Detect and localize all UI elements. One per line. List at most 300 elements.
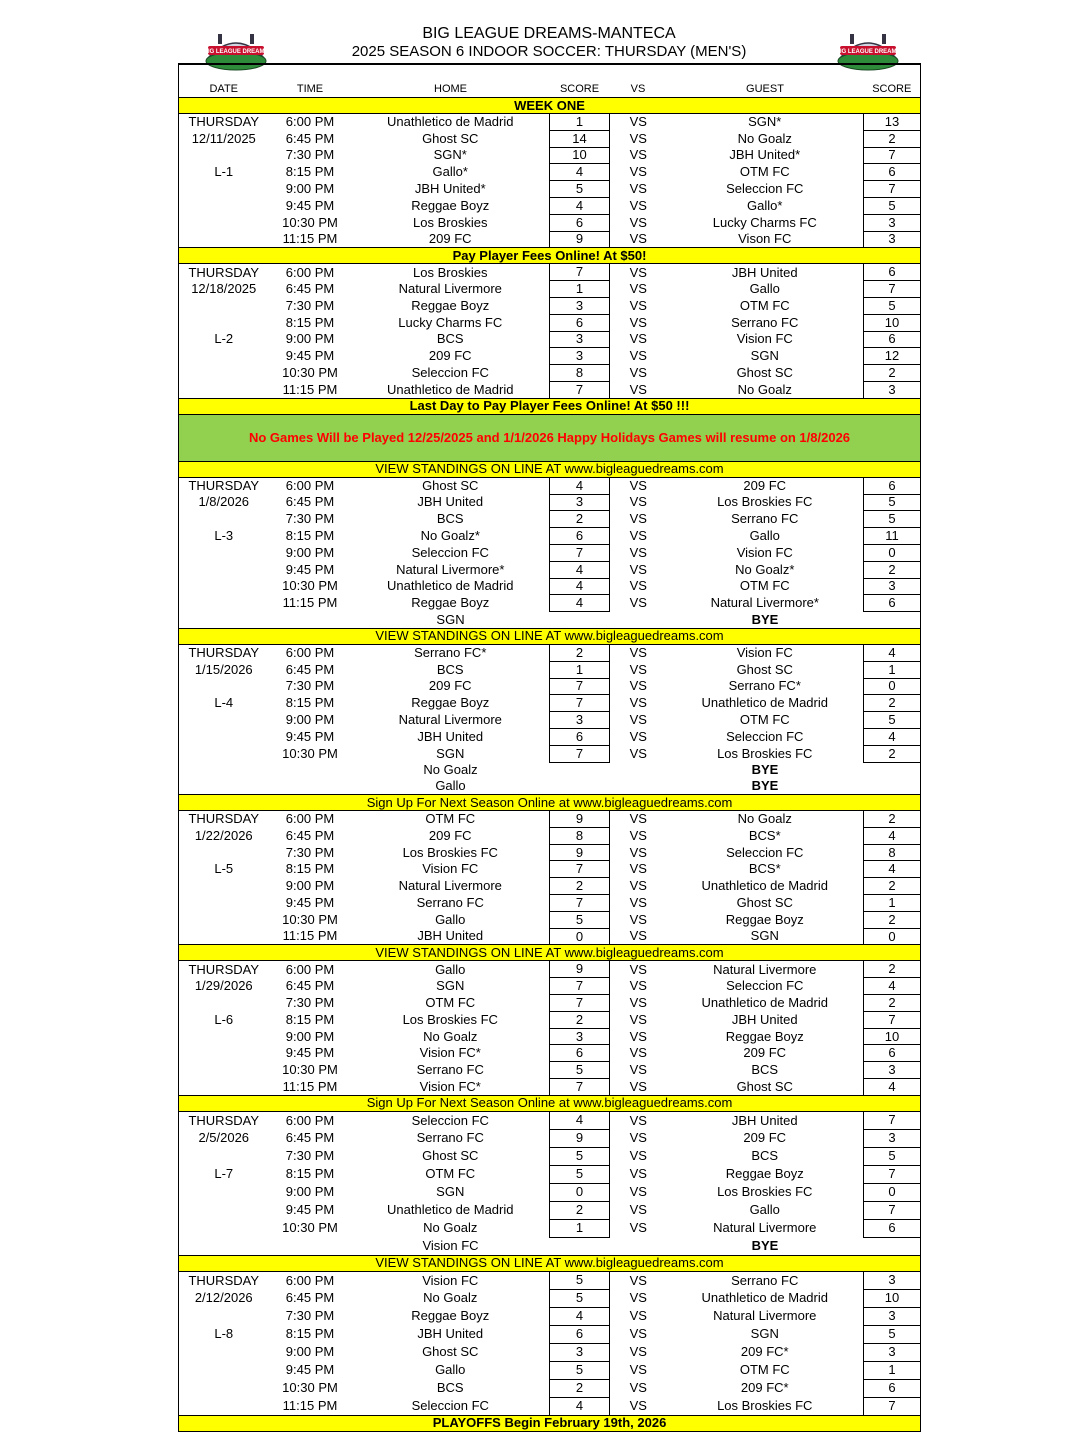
banner-row (179, 98, 921, 114)
home-team: 209 FC (428, 827, 472, 843)
game-time: 10:30 PM (282, 1380, 338, 1396)
vs-label: VS (629, 1326, 647, 1342)
guest-team: Gallo (749, 1202, 780, 1218)
guest-team: BCS* (748, 827, 781, 843)
home-score: 0 (550, 1183, 610, 1201)
guest-score: 3 (864, 1307, 921, 1325)
home-team: Unathletico de Madrid (387, 114, 514, 130)
date-cell (179, 1397, 269, 1415)
holiday-notice-row (179, 414, 921, 461)
date-cell (179, 1379, 269, 1397)
game-row (179, 281, 921, 298)
game-row (179, 644, 921, 661)
home-score: 0 (550, 928, 610, 945)
game-time: 8:15 PM (285, 1166, 335, 1182)
date-cell (179, 214, 269, 231)
guest-score: 6 (864, 264, 921, 281)
bye-label: BYE (751, 762, 779, 778)
game-row (179, 1397, 921, 1415)
bye-label: BYE (751, 1238, 779, 1254)
date-cell (179, 712, 269, 729)
date-cell: L-3 (179, 528, 269, 545)
logo-lettering: BIG LEAGUE DREAMS (203, 49, 269, 55)
game-time: 10:30 PM (282, 365, 338, 381)
home-team: Reggae Boyz (411, 595, 490, 611)
empty-cell (550, 612, 610, 629)
date-cell (179, 895, 269, 912)
guest-team: Unathletico de Madrid (701, 994, 828, 1010)
vs-label: VS (629, 878, 647, 894)
vs-label: VS (629, 1078, 647, 1094)
vs-label: VS (629, 1112, 647, 1128)
guest-team: Ghost SC (736, 365, 793, 381)
guest-team: Vision FC (736, 331, 793, 347)
home-score: 6 (550, 214, 610, 231)
spacer-row (179, 64, 921, 81)
game-row (179, 1219, 921, 1237)
game-row (179, 1183, 921, 1201)
home-team: No Goalz (423, 1028, 478, 1044)
home-team: No Goalz (423, 1220, 478, 1236)
banner-row (179, 795, 921, 811)
home-team: Seleccion FC (411, 1112, 489, 1128)
game-row (179, 331, 921, 348)
game-time: 7:30 PM (285, 994, 335, 1010)
guest-score: 5 (864, 1147, 921, 1165)
banner-row (179, 945, 921, 961)
game-time: 8:15 PM (285, 314, 335, 330)
home-score: 4 (550, 164, 610, 181)
date-cell (179, 1045, 269, 1062)
game-row (179, 1062, 921, 1079)
vs-label: VS (629, 961, 647, 977)
vs-label: VS (629, 365, 647, 381)
home-team: Los Broskies FC (402, 844, 498, 860)
date-cell: L-4 (179, 695, 269, 712)
guest-team: Unathletico de Madrid (701, 1290, 828, 1306)
game-row (179, 1079, 921, 1096)
home-score: 7 (550, 1079, 610, 1096)
vs-label: VS (629, 1148, 647, 1164)
vs-label: VS (629, 348, 647, 364)
game-row (179, 1011, 921, 1028)
empty-cell (864, 1237, 921, 1255)
empty-cell (269, 612, 352, 629)
home-score: 7 (550, 978, 610, 995)
guest-team: 209 FC (743, 477, 787, 493)
home-team: Los Broskies (413, 214, 488, 230)
game-time: 6:00 PM (285, 645, 335, 661)
vs-label: VS (629, 1062, 647, 1078)
vs-label: VS (629, 1362, 647, 1378)
vs-label: VS (629, 197, 647, 213)
game-row (179, 844, 921, 861)
home-score: 6 (550, 314, 610, 331)
date-cell (179, 1343, 269, 1361)
home-team: SGN (436, 978, 465, 994)
home-score: 4 (550, 477, 610, 494)
game-row (179, 1343, 921, 1361)
home-score: 6 (550, 1045, 610, 1062)
home-score: 6 (550, 528, 610, 545)
guest-score: 2 (864, 365, 921, 382)
game-time: 9:00 PM (285, 1184, 335, 1200)
home-team: Natural Livermore (398, 281, 502, 297)
home-team: Vision FC (422, 1272, 479, 1288)
game-time: 6:00 PM (285, 811, 335, 827)
guest-score: 3 (864, 231, 921, 248)
guest-team: Reggae Boyz (725, 911, 804, 927)
guest-team: SGN (750, 348, 779, 364)
game-time: 9:00 PM (285, 544, 335, 560)
game-row (179, 365, 921, 382)
game-time: 11:15 PM (282, 1078, 338, 1094)
guest-team: SGN (750, 928, 779, 944)
vs-label: VS (629, 331, 647, 347)
home-team: Vision FC* (419, 1045, 481, 1061)
home-score: 9 (550, 961, 610, 978)
guest-team: Ghost SC (736, 1078, 793, 1094)
date-cell (179, 231, 269, 248)
banner-text: Last Day to Pay Player Fees Online! At $50 !!! (179, 398, 921, 414)
guest-team: Unathletico de Madrid (701, 695, 828, 711)
vs-label: VS (629, 130, 647, 146)
banner-row (179, 248, 921, 264)
guest-score: 7 (864, 147, 921, 164)
home-team: Reggae Boyz (411, 297, 490, 313)
home-team: Serrano FC* (414, 645, 487, 661)
guest-team: JBH United (731, 1112, 798, 1128)
guest-score: 5 (864, 511, 921, 528)
date-cell: THURSDAY (179, 644, 269, 661)
home-team: Unathletico de Madrid (387, 1202, 514, 1218)
date-cell (179, 762, 269, 778)
vs-label: VS (629, 1184, 647, 1200)
home-score: 2 (550, 644, 610, 661)
empty-cell (269, 778, 352, 794)
game-row (179, 595, 921, 612)
vs-label: VS (629, 645, 647, 661)
date-cell: THURSDAY (179, 961, 269, 978)
guest-score: 7 (864, 1397, 921, 1415)
vs-label: VS (629, 745, 647, 761)
date-cell (179, 511, 269, 528)
guest-score: 6 (864, 1045, 921, 1062)
date-cell: THURSDAY (179, 114, 269, 131)
game-row (179, 712, 921, 729)
home-team: JBH United (417, 928, 484, 944)
vs-label: VS (629, 661, 647, 677)
guest-team: Gallo (749, 281, 780, 297)
guest-score: 6 (864, 331, 921, 348)
home-score: 9 (550, 231, 610, 248)
home-team: Reggae Boyz (411, 695, 490, 711)
date-cell (179, 297, 269, 314)
guest-team: No Goalz (737, 130, 792, 146)
vs-label: VS (629, 595, 647, 611)
game-time: 9:00 PM (285, 712, 335, 727)
home-score: 5 (550, 1271, 610, 1289)
col-vs: VS (630, 83, 646, 95)
game-row (179, 928, 921, 945)
vs-label: VS (629, 147, 647, 163)
home-score: 1 (550, 661, 610, 678)
game-row (179, 511, 921, 528)
home-score: 2 (550, 1379, 610, 1397)
home-team: BCS (436, 511, 464, 527)
guest-score: 11 (864, 528, 921, 545)
guest-team: Reggae Boyz (725, 1028, 804, 1044)
game-row (179, 1111, 921, 1129)
schedule-table (178, 63, 921, 1432)
home-team: Gallo (435, 1362, 466, 1378)
col-score-guest: SCORE (864, 81, 921, 98)
guest-team: Ghost SC (736, 894, 793, 910)
vs-label: VS (629, 181, 647, 197)
guest-team: Serrano FC* (728, 678, 801, 694)
game-row (179, 181, 921, 198)
home-team: Serrano FC (416, 1130, 484, 1146)
empty-cell (864, 778, 921, 794)
home-team: Gallo (435, 961, 466, 977)
game-time: 9:00 PM (285, 1028, 335, 1044)
guest-score: 7 (864, 281, 921, 298)
game-time: 7:30 PM (285, 844, 335, 860)
home-team: Vision FC (422, 861, 479, 877)
game-row (179, 1129, 921, 1147)
game-row (179, 1289, 921, 1307)
game-row (179, 745, 921, 762)
home-score: 7 (550, 695, 610, 712)
banner-row (179, 398, 921, 414)
guest-team: Lucky Charms FC (712, 214, 817, 230)
home-team: OTM FC (425, 811, 476, 827)
guest-team: BCS (751, 1148, 779, 1164)
date-cell: L-8 (179, 1325, 269, 1343)
guest-team: No Goalz (737, 381, 792, 397)
home-score: 5 (550, 1361, 610, 1379)
game-time: 8:15 PM (285, 164, 335, 180)
home-team: JBH United (417, 728, 484, 744)
guest-team: 209 FC* (740, 1344, 789, 1360)
guest-team: OTM FC (739, 578, 790, 594)
home-score: 3 (550, 494, 610, 511)
home-team: Natural Livermore (398, 712, 502, 727)
home-score: 7 (550, 745, 610, 762)
empty-cell (864, 612, 921, 629)
guest-score: 0 (864, 1183, 921, 1201)
date-cell: L-1 (179, 164, 269, 181)
guest-score: 2 (864, 995, 921, 1012)
home-team: Gallo (435, 911, 466, 927)
date-cell (179, 561, 269, 578)
vs-label: VS (629, 928, 647, 944)
game-time: 6:45 PM (285, 1290, 335, 1306)
game-row (179, 231, 921, 248)
guest-score: 0 (864, 928, 921, 945)
date-cell (179, 1028, 269, 1045)
game-row (179, 578, 921, 595)
home-score: 1 (550, 1219, 610, 1237)
game-time: 10:30 PM (282, 214, 338, 230)
empty-cell (550, 1237, 610, 1255)
game-row (179, 728, 921, 745)
home-score: 4 (550, 1307, 610, 1325)
home-score: 3 (550, 297, 610, 314)
vs-label: VS (629, 381, 647, 397)
game-row (179, 477, 921, 494)
guest-team: Los Broskies FC (717, 1184, 813, 1200)
game-time: 6:45 PM (285, 130, 335, 146)
guest-team: 209 FC (743, 1045, 787, 1061)
date-cell: THURSDAY (179, 264, 269, 281)
game-time: 9:00 PM (285, 1344, 335, 1360)
schedule-header (178, 20, 920, 64)
vs-label: VS (629, 911, 647, 927)
date-cell: THURSDAY (179, 1111, 269, 1129)
date-cell: THURSDAY (179, 811, 269, 828)
guest-team: Gallo (749, 528, 780, 544)
game-row (179, 895, 921, 912)
date-cell (179, 778, 269, 794)
game-time: 8:15 PM (285, 528, 335, 544)
col-time: TIME (296, 83, 324, 95)
bye-row (179, 762, 921, 778)
date-cell (179, 612, 269, 629)
game-time: 6:00 PM (285, 114, 335, 130)
guest-team: SGN (750, 1326, 779, 1342)
home-score: 2 (550, 1011, 610, 1028)
season-subtitle: 2025 SEASON 6 INDOOR SOCCER: THURSDAY (MEN'S) (351, 43, 747, 60)
home-team: SGN* (433, 147, 467, 163)
date-cell: L-5 (179, 861, 269, 878)
game-row (179, 561, 921, 578)
home-score: 1 (550, 114, 610, 131)
game-time: 9:45 PM (285, 894, 335, 910)
game-row (179, 130, 921, 147)
banner-text: VIEW STANDINGS ON LINE AT www.bigleaguedreams.com (179, 628, 921, 644)
game-time: 6:00 PM (285, 1272, 335, 1288)
game-row (179, 661, 921, 678)
home-score: 9 (550, 811, 610, 828)
game-time: 11:15 PM (282, 381, 338, 397)
game-row (179, 348, 921, 365)
home-team: No Goalz* (420, 528, 480, 544)
game-row (179, 861, 921, 878)
banner-text: Sign Up For Next Season Online at www.bigleaguedreams.com (179, 795, 921, 811)
guest-score: 7 (864, 1201, 921, 1219)
guest-score: 3 (864, 1129, 921, 1147)
vs-label: VS (629, 712, 647, 727)
home-score: 5 (550, 911, 610, 928)
game-row (179, 1045, 921, 1062)
home-team: No Goalz (423, 1290, 478, 1306)
game-time: 9:45 PM (285, 1045, 335, 1061)
home-score: 14 (550, 130, 610, 147)
home-team: JBH United (417, 494, 484, 510)
home-score: 2 (550, 878, 610, 895)
game-row (179, 827, 921, 844)
game-time: 9:45 PM (285, 197, 335, 213)
game-row (179, 1028, 921, 1045)
date-cell (179, 365, 269, 382)
guest-score: 7 (864, 1165, 921, 1183)
vs-label: VS (629, 1220, 647, 1236)
home-team: Unathletico de Madrid (387, 381, 514, 397)
home-score: 2 (550, 511, 610, 528)
game-row (179, 1147, 921, 1165)
date-cell (179, 1219, 269, 1237)
guest-score: 3 (864, 1271, 921, 1289)
home-score: 3 (550, 331, 610, 348)
home-score: 5 (550, 1062, 610, 1079)
vs-label: VS (629, 231, 647, 247)
vs-label: VS (629, 297, 647, 313)
date-cell (179, 1307, 269, 1325)
game-row (179, 978, 921, 995)
vs-label: VS (629, 494, 647, 510)
date-cell (179, 1183, 269, 1201)
vs-label: VS (629, 281, 647, 297)
home-score: 9 (550, 844, 610, 861)
game-time: 9:45 PM (285, 348, 335, 364)
date-cell: 12/18/2025 (179, 281, 269, 298)
empty-cell (864, 762, 921, 778)
guest-score: 2 (864, 878, 921, 895)
date-cell (179, 314, 269, 331)
game-time: 9:00 PM (285, 878, 335, 894)
game-time: 7:30 PM (285, 678, 335, 694)
vs-label: VS (629, 994, 647, 1010)
guest-score: 6 (864, 477, 921, 494)
game-time: 11:15 PM (282, 595, 338, 611)
home-team: 209 FC (428, 348, 472, 364)
game-row (179, 314, 921, 331)
guest-team: Natural Livermore* (710, 595, 819, 611)
game-row (179, 381, 921, 398)
home-team: Natural Livermore* (396, 561, 505, 577)
game-time: 9:45 PM (285, 1202, 335, 1218)
guest-score: 6 (864, 1219, 921, 1237)
guest-team: Reggae Boyz (725, 1166, 804, 1182)
date-cell (179, 995, 269, 1012)
date-cell: 1/22/2026 (179, 827, 269, 844)
guest-score: 4 (864, 978, 921, 995)
guest-team: Los Broskies FC (717, 745, 813, 761)
game-time: 8:15 PM (285, 695, 335, 711)
game-time: 8:15 PM (285, 1011, 335, 1027)
guest-score: 3 (864, 578, 921, 595)
guest-score: 4 (864, 644, 921, 661)
date-cell: 2/5/2026 (179, 1129, 269, 1147)
home-score: 7 (550, 264, 610, 281)
home-team: JBH United* (414, 181, 486, 197)
date-cell (179, 928, 269, 945)
holiday-notice: No Games Will be Played 12/25/2025 and 1/1/2026 Happy Holidays Games will resume on 1/8/2026 (179, 414, 921, 461)
guest-team: Seleccion FC (726, 844, 804, 860)
home-team: OTM FC (425, 994, 476, 1010)
banner-text: Sign Up For Next Season Online at www.bigleaguedreams.com (179, 1095, 921, 1111)
bye-label: BYE (751, 778, 779, 794)
guest-score: 1 (864, 661, 921, 678)
vs-label: VS (629, 1344, 647, 1360)
guest-score: 2 (864, 961, 921, 978)
date-cell: 2/12/2026 (179, 1289, 269, 1307)
game-row (179, 995, 921, 1012)
date-cell (179, 1237, 269, 1255)
game-time: 7:30 PM (285, 1308, 335, 1324)
game-time: 7:30 PM (285, 297, 335, 313)
